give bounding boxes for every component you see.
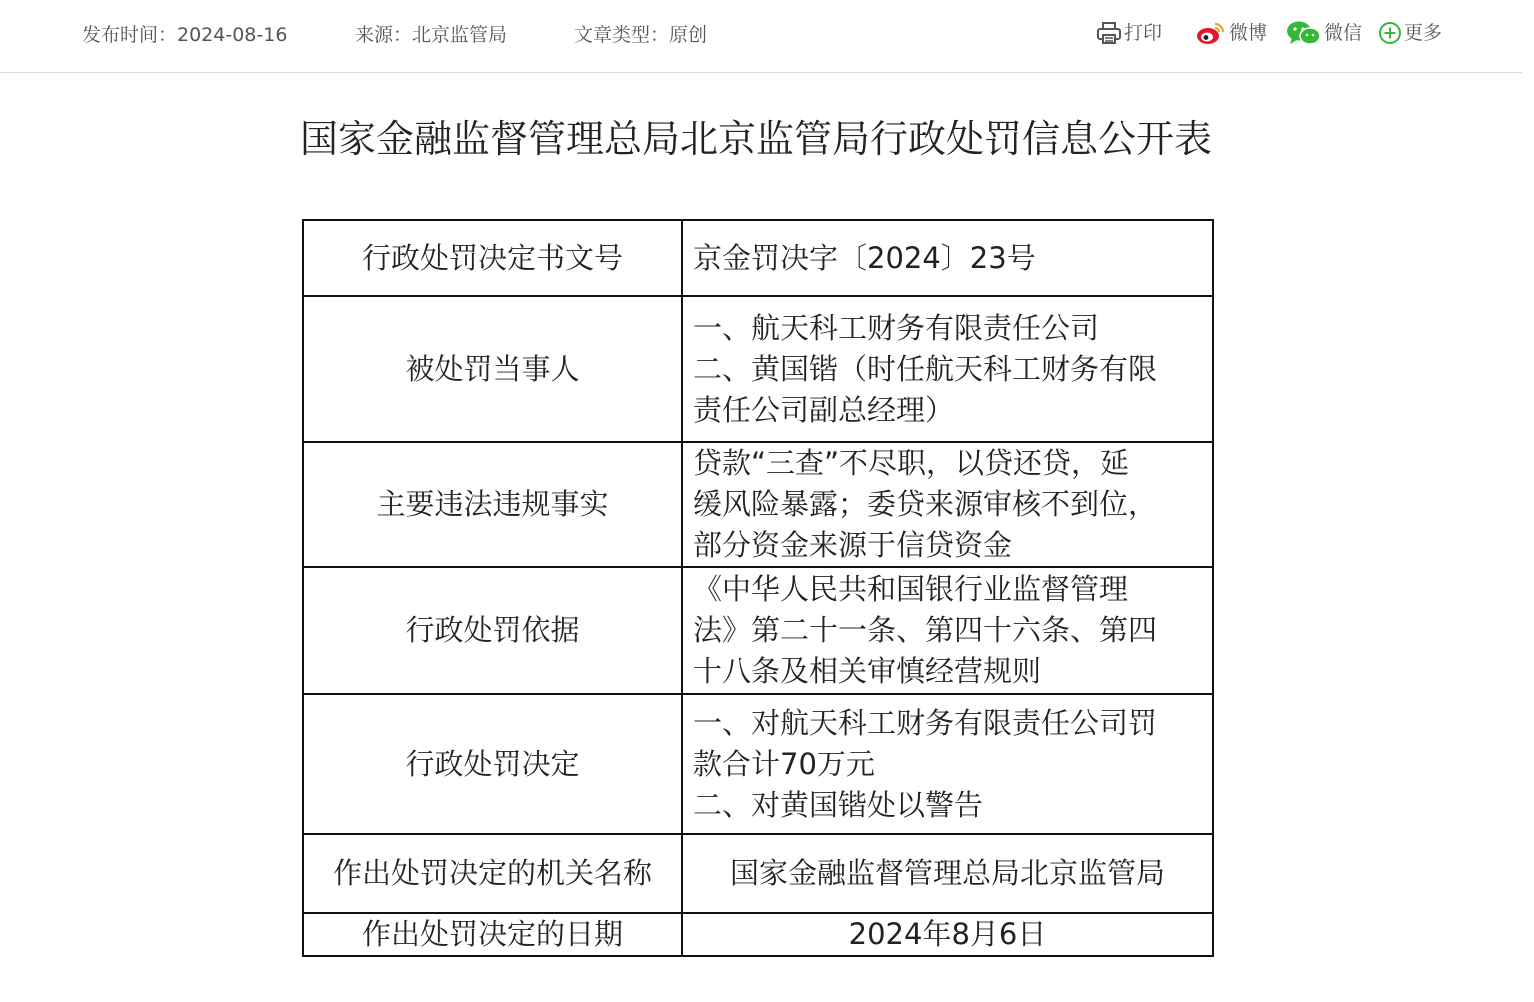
print-button[interactable]: [1096, 20, 1162, 46]
more-label: 更多: [1404, 22, 1443, 44]
row-value-legal-basis: [682, 567, 1213, 694]
cell-line: 《中华人民共和国银行业监督管理: [693, 572, 1129, 606]
page-title: 国家金融监督管理总局北京监管局行政处罚信息公开表: [299, 117, 1212, 161]
row-value-penalized-party: [682, 296, 1213, 442]
article-source: 来源：北京监管局: [355, 24, 508, 46]
weibo-icon: [1195, 20, 1229, 46]
table-row: [303, 694, 1213, 834]
row-value-decision-number: [682, 220, 1213, 296]
row-value-decision-date: [682, 913, 1213, 956]
cell-line: 缓风险暴露；委贷来源审核不到位，: [693, 487, 1158, 521]
more-share-button[interactable]: [1378, 20, 1442, 46]
cell-line: 款合计70万元: [693, 746, 875, 781]
cell-line: 部分资金来源于信贷资金: [693, 528, 1013, 562]
penalty-table-body: [303, 220, 1213, 956]
cell-line: 国家金融监督管理总局北京监管局: [729, 856, 1165, 890]
table-row: [303, 442, 1213, 567]
weibo-share-button[interactable]: [1195, 20, 1267, 46]
weibo-label: 微博: [1229, 22, 1268, 44]
printer-icon: [1096, 20, 1124, 46]
row-label-decision-number: 行政处罚决定书文号: [303, 220, 682, 296]
print-label: 打印: [1124, 22, 1163, 44]
cell-line: 贷款“三查”不尽职，以贷还贷，延: [693, 446, 1130, 480]
row-value-violation-facts: [682, 442, 1213, 567]
penalty-info-table: [302, 219, 1214, 957]
plus-circle-icon: [1378, 21, 1404, 45]
row-label-penalized-party: 被处罚当事人: [303, 296, 682, 442]
row-value-penalty-decision: [682, 694, 1213, 834]
cell-line: 法》第二十一条、第四十六条、第四: [693, 613, 1158, 647]
cell-line: 责任公司副总经理）: [693, 392, 955, 427]
cell-line: 2024年8月6日: [848, 917, 1047, 951]
table-row: [303, 567, 1213, 694]
row-label-penalty-decision: 行政处罚决定: [303, 694, 682, 834]
cell-line: 十八条及相关审慎经营规则: [693, 654, 1042, 688]
cell-line: 一、对航天科工财务有限责任公司罚: [693, 705, 1158, 740]
wechat-share-button[interactable]: [1286, 20, 1362, 46]
wechat-label: 微信: [1324, 22, 1363, 44]
cell-line: 二、黄国锴（时任航天科工财务有限: [693, 351, 1158, 386]
cell-line: 二、对黄国锴处以警告: [693, 787, 984, 822]
table-row: [303, 296, 1213, 442]
row-value-authority-name: [682, 834, 1213, 913]
row-label-authority-name: 作出处罚决定的机关名称: [303, 834, 682, 913]
table-row: [303, 834, 1213, 913]
table-row: [303, 913, 1213, 956]
table-row: [303, 220, 1213, 296]
article-meta-bar: [0, 0, 1522, 73]
row-label-legal-basis: 行政处罚依据: [303, 567, 682, 694]
row-label-decision-date: 作出处罚决定的日期: [303, 913, 682, 956]
cell-line: 一、航天科工财务有限责任公司: [693, 310, 1100, 345]
wechat-icon: [1286, 20, 1324, 46]
cell-line: 京金罚决字〔2024〕23号: [693, 240, 1036, 275]
row-label-violation-facts: 主要违法违规事实: [303, 442, 682, 567]
article-type: 文章类型：原创: [574, 24, 708, 46]
publish-time: 发布时间：2024-08-16: [82, 24, 288, 46]
